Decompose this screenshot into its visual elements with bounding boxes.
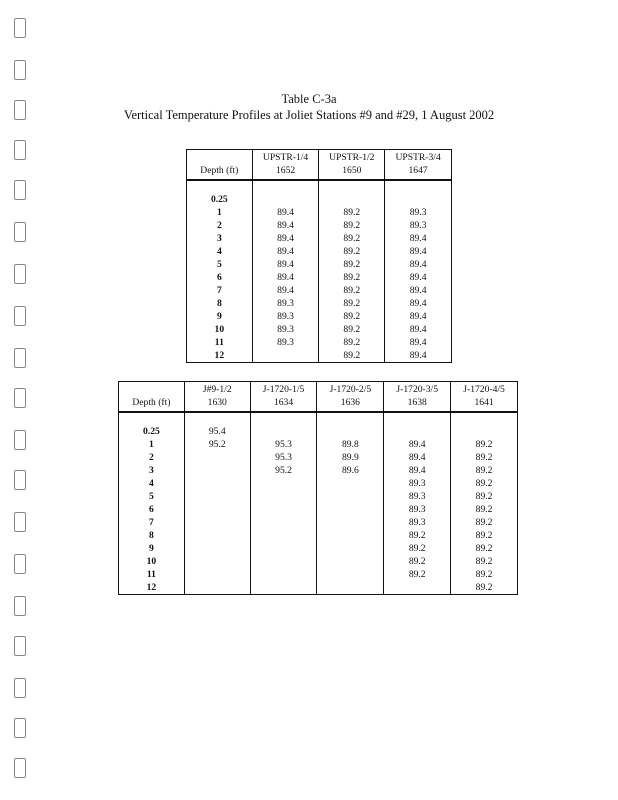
station-column-header	[384, 382, 451, 413]
binder-hole-icon	[14, 512, 26, 532]
binder-hole-icon	[14, 758, 26, 778]
temperature-cell: 89.2	[451, 438, 518, 451]
station-column-header	[451, 382, 518, 413]
temperature-cell: 89.2	[451, 451, 518, 464]
depth-cell: 1	[187, 206, 253, 219]
table-row	[119, 490, 518, 503]
binder-hole-icon	[14, 554, 26, 574]
temperature-cell: 89.2	[451, 516, 518, 529]
table-row	[187, 219, 452, 232]
temperature-cell: 89.2	[451, 555, 518, 568]
binder-hole-icon	[14, 222, 26, 242]
station-name: J-1720-2/5	[329, 384, 372, 395]
temperature-cell	[184, 581, 250, 595]
temperature-cell: 89.4	[252, 219, 319, 232]
temperature-cell: 89.4	[385, 271, 452, 284]
binder-hole-icon	[14, 596, 26, 616]
temperature-cell	[317, 542, 384, 555]
temperature-cell	[317, 503, 384, 516]
temperature-cell	[317, 555, 384, 568]
temperature-cell: 89.2	[319, 232, 385, 245]
binder-hole-icon	[14, 636, 26, 656]
table-row	[187, 232, 452, 245]
temperature-cell	[317, 529, 384, 542]
temperature-cell	[250, 568, 317, 581]
temperature-cell	[184, 464, 250, 477]
station-name: J-1720-3/5	[396, 384, 438, 395]
table-row	[187, 258, 452, 271]
temperature-cell	[184, 555, 250, 568]
station-column-header	[317, 382, 384, 413]
temperature-cell: 89.2	[319, 258, 385, 271]
depth-cell: 7	[187, 284, 253, 297]
temperature-cell: 89.4	[252, 245, 319, 258]
temperature-cell: 89.3	[384, 516, 451, 529]
temperature-cell: 89.3	[384, 477, 451, 490]
temperature-cell	[250, 503, 317, 516]
temperature-cell: 89.2	[319, 310, 385, 323]
table-title: Table C-3a	[281, 92, 337, 106]
depth-cell: 12	[187, 349, 253, 363]
temperature-cell: 89.2	[451, 490, 518, 503]
binder-hole-icon	[14, 470, 26, 490]
station-column-header	[319, 150, 385, 181]
temperature-cell: 89.6	[317, 464, 384, 477]
temperature-cell: 89.2	[451, 529, 518, 542]
temperature-cell: 89.8	[317, 438, 384, 451]
temperature-cell	[319, 180, 385, 206]
temperature-cell	[250, 477, 317, 490]
temperature-cell	[250, 542, 317, 555]
depth-cell: 0.25	[119, 412, 185, 438]
temperature-cell: 89.3	[252, 336, 319, 349]
binder-hole-icon	[14, 678, 26, 698]
station-time: 1634	[273, 397, 294, 408]
temperature-cell	[250, 490, 317, 503]
temperature-cell: 89.4	[384, 464, 451, 477]
binder-hole-icon	[14, 348, 26, 368]
binder-hole-icon	[14, 180, 26, 200]
depth-cell: 5	[187, 258, 253, 271]
temperature-cell	[451, 412, 518, 438]
depth-cell: 11	[119, 568, 185, 581]
station-column-header	[250, 382, 317, 413]
temperature-cell	[317, 412, 384, 438]
temperature-cell	[317, 516, 384, 529]
temperature-cell: 89.4	[252, 258, 319, 271]
temperature-cell: 89.4	[385, 245, 452, 258]
binder-hole-icon	[14, 60, 26, 80]
temperature-cell	[252, 180, 319, 206]
depth-cell: 12	[119, 581, 185, 595]
temperature-cell: 89.3	[384, 490, 451, 503]
station-time: 1636	[340, 397, 360, 408]
depth-cell: 5	[119, 490, 185, 503]
temperature-cell: 89.2	[319, 349, 385, 363]
depth-header: Depth (ft)	[187, 150, 253, 181]
table-row	[187, 323, 452, 336]
temperature-cell: 89.3	[252, 310, 319, 323]
joliet-profile-table	[118, 381, 518, 595]
temperature-cell	[184, 451, 250, 464]
depth-cell: 10	[187, 323, 253, 336]
table-row	[187, 206, 452, 219]
temperature-cell: 89.2	[319, 336, 385, 349]
temperature-cell: 95.3	[250, 451, 317, 464]
table-row	[119, 581, 518, 595]
temperature-cell	[384, 412, 451, 438]
table-row	[119, 555, 518, 568]
station-name: UPSTR-3/4	[395, 152, 441, 163]
binder-hole-icon	[14, 18, 26, 38]
table-row	[187, 271, 452, 284]
table-row	[119, 477, 518, 490]
table-row	[187, 336, 452, 349]
temperature-cell: 89.3	[384, 503, 451, 516]
station-name: J-1720-4/5	[463, 384, 505, 395]
binder-hole-icon	[14, 430, 26, 450]
temperature-cell: 89.2	[319, 271, 385, 284]
binder-hole-icon	[14, 140, 26, 160]
temperature-cell: 89.4	[385, 297, 452, 310]
temperature-cell	[250, 412, 317, 438]
temperature-cell: 89.4	[384, 438, 451, 451]
temperature-cell: 89.4	[252, 232, 319, 245]
temperature-cell: 95.4	[184, 412, 250, 438]
temperature-cell: 89.4	[385, 323, 452, 336]
temperature-cell	[317, 490, 384, 503]
temperature-cell: 89.2	[319, 219, 385, 232]
temperature-cell	[384, 581, 451, 595]
temperature-cell	[184, 477, 250, 490]
station-column-header	[252, 150, 319, 181]
temperature-cell	[385, 180, 452, 206]
temperature-cell	[184, 529, 250, 542]
temperature-cell	[252, 349, 319, 363]
depth-cell: 6	[187, 271, 253, 284]
binder-hole-icon	[14, 264, 26, 284]
depth-header: Depth (ft)	[119, 382, 185, 413]
temperature-cell: 89.3	[385, 206, 452, 219]
temperature-cell: 89.4	[385, 310, 452, 323]
temperature-cell: 89.2	[319, 206, 385, 219]
temperature-cell	[250, 555, 317, 568]
temperature-cell: 89.4	[385, 232, 452, 245]
temperature-cell: 89.4	[252, 206, 319, 219]
temperature-cell	[250, 516, 317, 529]
temperature-cell: 89.2	[319, 323, 385, 336]
temperature-cell	[317, 581, 384, 595]
depth-cell: 3	[187, 232, 253, 245]
upstream-profile-table	[186, 149, 452, 363]
table-row	[187, 310, 452, 323]
station-name: UPSTR-1/4	[262, 152, 309, 163]
temperature-cell: 89.9	[317, 451, 384, 464]
temperature-cell	[184, 568, 250, 581]
station-time: 1650	[342, 165, 362, 176]
temperature-cell: 89.4	[252, 284, 319, 297]
depth-cell: 10	[119, 555, 185, 568]
depth-cell: 11	[187, 336, 253, 349]
table-row	[187, 349, 452, 363]
depth-cell: 3	[119, 464, 185, 477]
temperature-cell: 89.2	[451, 477, 518, 490]
station-name: J-1720-1/5	[262, 384, 305, 395]
temperature-cell: 89.2	[319, 297, 385, 310]
temperature-cell: 89.2	[451, 503, 518, 516]
temperature-cell	[317, 477, 384, 490]
depth-cell: 2	[119, 451, 185, 464]
temperature-cell: 95.2	[250, 464, 317, 477]
depth-cell: 4	[187, 245, 253, 258]
station-column-header	[184, 382, 250, 413]
header-row	[119, 382, 518, 413]
table-row	[119, 542, 518, 555]
depth-cell: 4	[119, 477, 185, 490]
binder-hole-icon	[14, 388, 26, 408]
table-row	[119, 529, 518, 542]
station-name: J#9-1/2	[202, 384, 232, 395]
temperature-cell: 89.2	[319, 245, 385, 258]
binder-hole-icon	[14, 718, 26, 738]
temperature-cell: 89.2	[384, 542, 451, 555]
table-row	[187, 297, 452, 310]
station-time: 1652	[275, 165, 296, 176]
temperature-cell: 89.4	[385, 349, 452, 363]
table-row	[187, 180, 452, 206]
temperature-cell: 95.2	[184, 438, 250, 451]
temperature-cell: 89.4	[385, 336, 452, 349]
temperature-cell: 89.4	[252, 271, 319, 284]
table-row	[187, 245, 452, 258]
temperature-cell: 89.2	[451, 542, 518, 555]
table-row	[119, 516, 518, 529]
station-column-header	[385, 150, 452, 181]
station-time: 1630	[207, 397, 227, 408]
temperature-cell: 89.4	[385, 258, 452, 271]
binder-hole-icon	[14, 306, 26, 326]
depth-cell: 2	[187, 219, 253, 232]
temperature-cell: 89.2	[451, 464, 518, 477]
depth-cell: 7	[119, 516, 185, 529]
temperature-cell: 89.2	[451, 568, 518, 581]
station-time: 1638	[407, 397, 427, 408]
depth-cell: 6	[119, 503, 185, 516]
temperature-cell	[317, 568, 384, 581]
temperature-cell	[250, 529, 317, 542]
temperature-cell: 89.4	[385, 284, 452, 297]
table-row	[119, 464, 518, 477]
table-row	[119, 568, 518, 581]
temperature-cell	[184, 542, 250, 555]
depth-cell: 8	[119, 529, 185, 542]
temperature-cell	[184, 490, 250, 503]
temperature-cell: 89.3	[252, 323, 319, 336]
station-time: 1647	[408, 165, 428, 176]
temperature-cell	[250, 581, 317, 595]
table-row	[119, 412, 518, 438]
header-row	[187, 150, 452, 181]
temperature-cell: 95.3	[250, 438, 317, 451]
depth-cell: 0.25	[187, 180, 253, 206]
depth-cell: 9	[119, 542, 185, 555]
station-time: 1641	[474, 397, 494, 408]
temperature-cell	[184, 516, 250, 529]
depth-cell: 8	[187, 297, 253, 310]
table-row	[187, 284, 452, 297]
temperature-cell: 89.2	[451, 581, 518, 595]
station-name: UPSTR-1/2	[329, 152, 375, 163]
temperature-cell: 89.4	[384, 451, 451, 464]
temperature-cell: 89.2	[319, 284, 385, 297]
temperature-cell: 89.2	[384, 529, 451, 542]
temperature-cell: 89.3	[385, 219, 452, 232]
temperature-cell: 89.3	[252, 297, 319, 310]
depth-cell: 1	[119, 438, 185, 451]
temperature-cell: 89.2	[384, 568, 451, 581]
table-row	[119, 438, 518, 451]
temperature-cell	[184, 503, 250, 516]
depth-cell: 9	[187, 310, 253, 323]
table-row	[119, 503, 518, 516]
table-subtitle: Vertical Temperature Profiles at Joliet Stations #9 and #29, 1 August 2002	[123, 108, 495, 122]
temperature-cell: 89.2	[384, 555, 451, 568]
table-row	[119, 451, 518, 464]
